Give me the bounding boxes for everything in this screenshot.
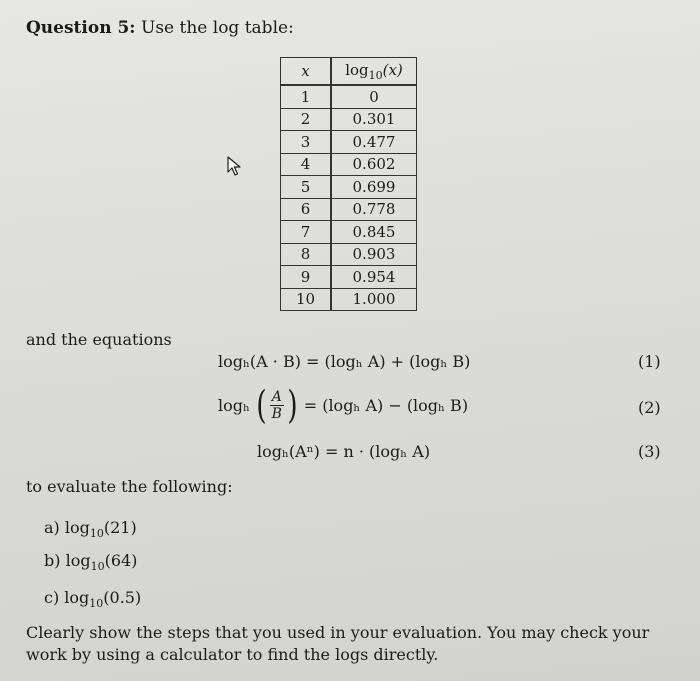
table-row [281,153,417,176]
item-label: c) [44,588,60,607]
cell-x: 2 [281,108,332,131]
equation-quotient-rule [218,383,469,427]
cell-log: 0.699 [331,176,417,199]
equation-number-3: (3) [638,442,661,461]
cell-x: 8 [281,243,332,266]
list-item [44,588,141,610]
fraction [270,389,284,422]
item-base: 10 [89,597,104,611]
mouse-pointer-icon [225,155,247,177]
table-row [281,266,417,289]
table-row [281,288,417,311]
cell-x: 9 [281,266,332,289]
cell-log: 0.301 [331,108,417,131]
cell-x: 3 [281,131,332,154]
log-table [280,57,417,311]
table-row [281,108,417,131]
left-paren-icon: ( [256,383,267,427]
cell-x: 7 [281,221,332,244]
question-label: Question 5: [26,18,136,38]
equation-number-1: (1) [638,352,661,371]
cell-x: 5 [281,176,332,199]
cell-log: 0 [331,85,417,108]
log-table-header-row [281,58,417,86]
equation-product-rule: logₕ(A · B) = (logₕ A) + (logₕ B) [218,352,471,371]
item-log: log [64,518,90,537]
header-log-arg: (x) [382,60,403,79]
cell-log: 0.602 [331,153,417,176]
cell-x: 10 [281,288,332,311]
right-paren-icon: ) [287,383,298,427]
cell-log: 0.477 [331,131,417,154]
header-log-text: log [345,60,369,79]
item-label: a) [44,518,60,537]
header-x: x [281,58,332,86]
eq2-fraction [254,383,300,427]
question-text: Use the log table: [141,18,294,38]
header-log-base: 10 [368,68,383,82]
item-arg: (21) [103,518,137,537]
equation-power-rule: logₕ(Aⁿ) = n · (logₕ A) [257,442,431,461]
eq2-rhs: = (logₕ A) − (logₕ B) [303,395,469,415]
item-base: 10 [89,527,104,541]
cell-log: 0.778 [331,198,417,221]
equations-intro: and the equations [26,330,172,349]
fraction-numerator: A [271,388,282,405]
item-log: log [65,551,91,570]
cell-x: 1 [281,85,332,108]
list-item [44,551,137,573]
item-label: b) [44,551,61,570]
question-heading [26,18,294,38]
item-arg: (0.5) [103,588,142,607]
table-row [281,198,417,221]
cell-log: 1.000 [331,288,417,311]
evaluate-intro: to evaluate the following: [26,477,233,496]
table-row [281,85,417,108]
list-item [44,518,137,540]
table-row [281,243,417,266]
item-base: 10 [90,560,105,574]
fraction-denominator: B [271,405,282,422]
item-log: log [64,588,90,607]
cell-log: 0.903 [331,243,417,266]
cell-x: 4 [281,153,332,176]
table-row [281,221,417,244]
cell-x: 6 [281,198,332,221]
table-row [281,131,417,154]
equation-number-2: (2) [638,398,661,417]
table-row [281,176,417,199]
instructions-footer: Clearly show the steps that you used in your evaluation. You may check your work by using a calculator to find the logs directly. [26,623,650,664]
cell-log: 0.845 [331,221,417,244]
header-log10 [331,58,417,86]
eq2-log-prefix: logₕ [218,395,250,415]
cell-log: 0.954 [331,266,417,289]
item-arg: (64) [104,551,138,570]
